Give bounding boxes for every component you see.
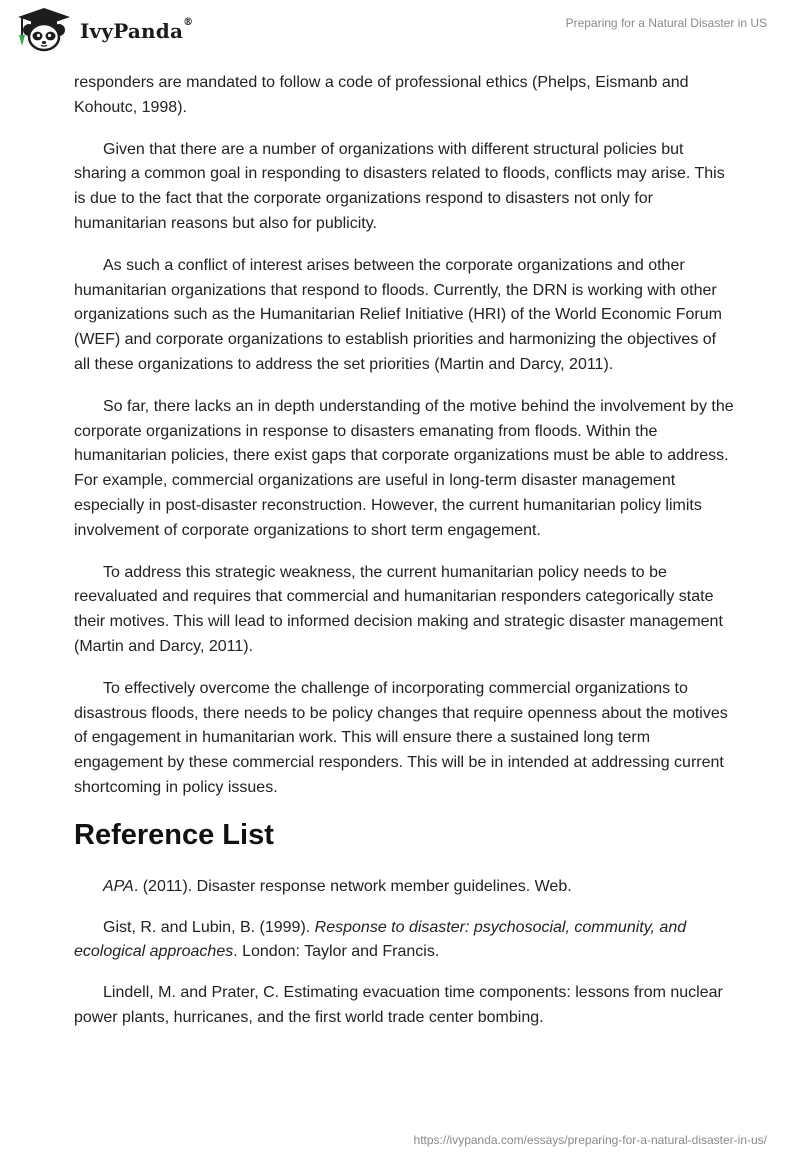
reference-item [74, 916, 734, 966]
document-title: Preparing for a Natural Disaster in US [565, 16, 767, 30]
reference-text: . (2011). Disaster response network member guidelines. Web. [133, 877, 572, 895]
paragraph: responders are mandated to follow a code of professional ethics (Phelps, Eismanb and Kohoutc, 1998). [74, 74, 689, 116]
page-header [0, 0, 800, 70]
reference-list [74, 875, 734, 1031]
paragraph: To address this strategic weakness, the current humanitarian policy needs to be reevaluated and requires that commercial and humanitarian responders categorically state their motives. This will lead to informed decision making and strategic disaster management (Martin and Darcy, 2011). [74, 563, 723, 655]
reference-item: Lindell, M. and Prater, C. Estimating evacuation time components: lessons from nuclear power plants, hurricanes, and the first world trade center bombing. [74, 984, 723, 1026]
panda-graduate-logo-icon[interactable] [14, 6, 74, 52]
reference-authors: Gist, R. and Lubin, B. (1999). [103, 918, 315, 936]
reference-item [74, 875, 734, 900]
paragraph: As such a conflict of interest arises between the corporate organizations and other humanitarian organizations that respond to floods. Currently, the DRN is working with other organizations such as the Humanitarian Relief Initiative (HRI) of the World Economic Forum (WEF) and corporate organizations to establish priorities and harmonizing the objectives of all these organizations to address the set priorities (Martin and Darcy, 2011). [74, 256, 722, 373]
article-body [74, 71, 734, 1047]
brand-text: IvyPanda [80, 19, 184, 43]
brand-name[interactable] [80, 19, 193, 43]
registered-mark: ® [183, 17, 194, 28]
reference-italic: APA [103, 877, 134, 895]
footer-url[interactable]: https://ivypanda.com/essays/preparing-for-a-natural-disaster-in-us/ [413, 1133, 767, 1147]
paragraph: Given that there are a number of organizations with different structural policies but sharing a common goal in responding to disasters related to floods, conflicts may arise. This is due to the fact that the corporate organizations respond to disasters not only for humanitarian reasons but also for publicity. [74, 140, 725, 232]
reference-text: . London: Taylor and Francis. [233, 943, 440, 961]
reference-italic: Response to disaster: psychosocial, community, and ecological approaches [74, 918, 687, 961]
paragraph: So far, there lacks an in depth understanding of the motive behind the involvement by the corporate organizations in response to disasters emanating from floods. Within the humanitarian policies, there exist gaps that corporate organizations must be able to address. For example, commercial organizations are useful in long-term disaster management especially in post-disaster reconstruction. However, the current humanitarian policy limits involvement of corporate organizations to short term engagement. [74, 397, 734, 539]
reference-list-heading: Reference List [74, 818, 274, 851]
paragraph: To effectively overcome the challenge of incorporating commercial organizations to disastrous floods, there needs to be policy changes that require openness about the motives of engagement in humanitarian work. This will ensure there a sustained long term engagement by these commercial responders. This will be in intended at addressing current shortcoming in policy issues. [74, 679, 728, 796]
